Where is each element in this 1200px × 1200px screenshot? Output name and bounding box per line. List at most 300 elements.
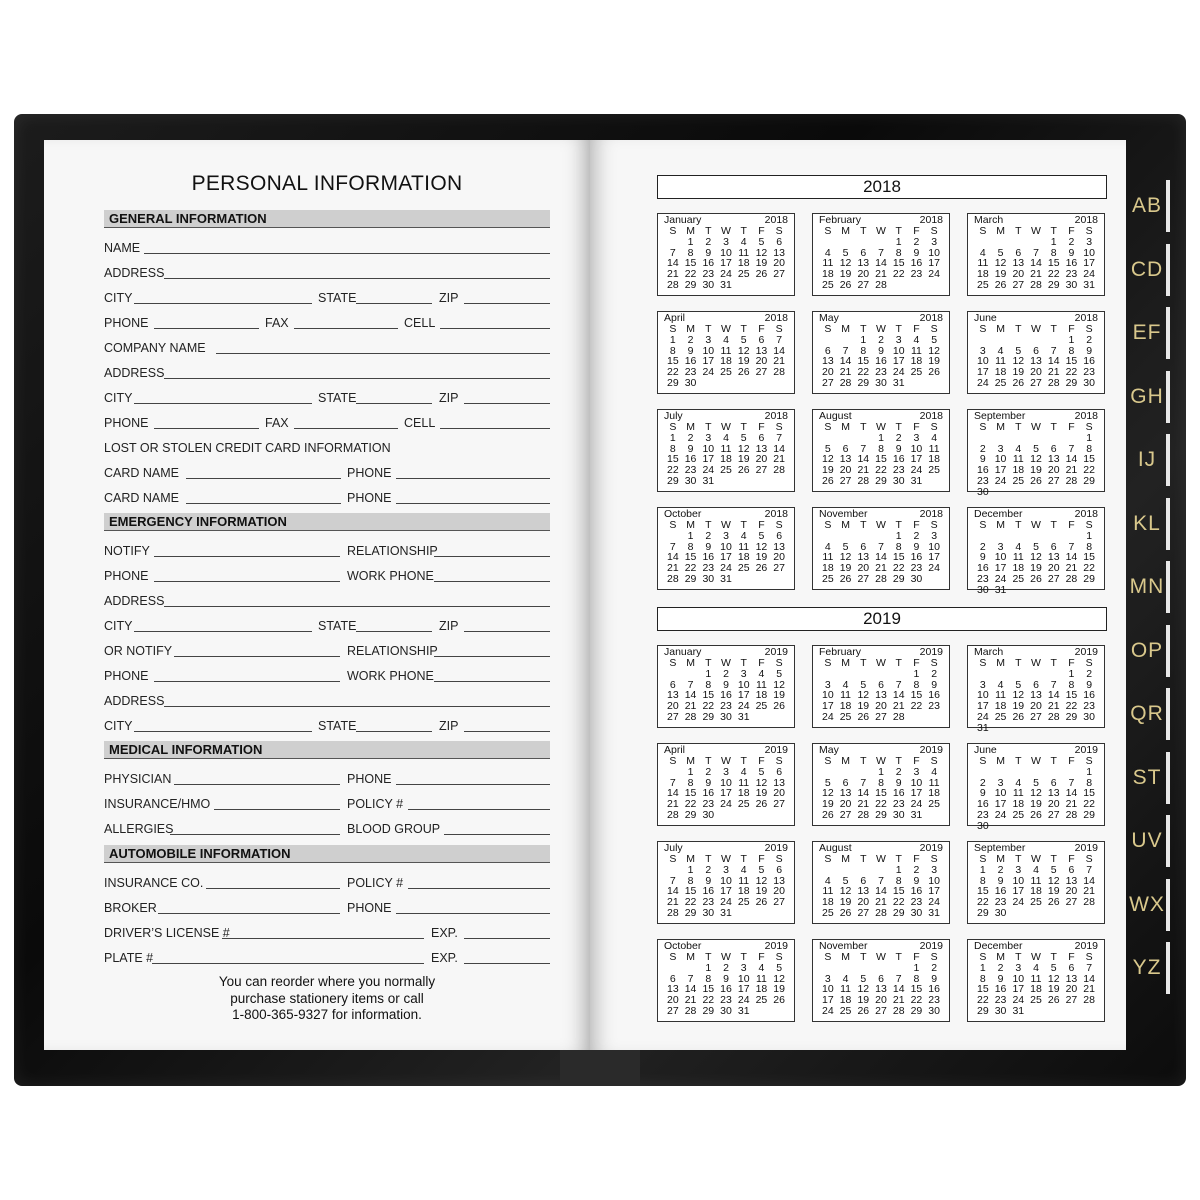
- name-field[interactable]: [144, 253, 550, 254]
- phone-field[interactable]: [396, 503, 550, 504]
- day-number: 30: [1083, 376, 1095, 389]
- weekday-label: W: [1031, 853, 1041, 865]
- weekday-label: F: [1068, 421, 1075, 433]
- empty-day: [992, 767, 1010, 778]
- day-number: 15: [667, 453, 679, 466]
- empty-day: [1045, 767, 1063, 778]
- day-number: 4: [723, 333, 729, 346]
- relationship-field[interactable]: [434, 656, 550, 657]
- index-tab-ij[interactable]: IJ: [1128, 434, 1170, 486]
- day-number: 15: [875, 787, 887, 800]
- day-number: 11: [822, 885, 834, 898]
- day-number: 2: [687, 333, 694, 346]
- weekday-label: M: [686, 519, 695, 531]
- day-number: 12: [755, 246, 768, 259]
- field-label: CITY: [104, 391, 133, 405]
- day-number: 20: [875, 700, 887, 713]
- weekday-label: S: [979, 421, 987, 433]
- day-number: 29: [1065, 710, 1078, 723]
- weekday-label: S: [1085, 755, 1093, 767]
- day-number: 10: [720, 874, 732, 887]
- state-field[interactable]: [356, 303, 432, 304]
- zip-field[interactable]: [464, 403, 550, 404]
- day-number: 24: [1012, 896, 1025, 909]
- state-field[interactable]: [356, 631, 432, 632]
- exp-field[interactable]: [464, 963, 550, 964]
- day-number: 6: [1050, 442, 1057, 455]
- day-number: 15: [684, 257, 697, 270]
- day-number: 6: [669, 678, 676, 691]
- weekday-label: M: [686, 657, 695, 669]
- index-tab-wx[interactable]: WX: [1128, 879, 1170, 931]
- weekday-label: F: [913, 323, 920, 335]
- weekday-label: M: [686, 225, 695, 237]
- day-number: 16: [1083, 689, 1095, 702]
- blood-group-field[interactable]: [444, 834, 550, 835]
- zip-field[interactable]: [464, 631, 550, 632]
- day-number: 20: [773, 787, 785, 800]
- month-name: May: [819, 312, 839, 324]
- empty-day: [1009, 237, 1027, 248]
- day-number: 30: [977, 485, 989, 498]
- phone-field[interactable]: [154, 581, 340, 582]
- day-number: 24: [928, 562, 940, 575]
- day-number: 9: [1086, 678, 1093, 691]
- index-tab-mn[interactable]: MN: [1128, 561, 1170, 613]
- day-number: 19: [1047, 983, 1060, 996]
- weekday-label: F: [913, 853, 920, 865]
- cell-field[interactable]: [440, 428, 550, 429]
- day-number: 13: [1047, 787, 1060, 800]
- index-tab-yz[interactable]: YZ: [1128, 942, 1170, 994]
- day-number: 30: [875, 376, 887, 389]
- day-number: 12: [1012, 689, 1025, 702]
- day-number: 10: [702, 442, 715, 455]
- city-field[interactable]: [134, 631, 312, 632]
- phone-field[interactable]: [396, 478, 550, 479]
- fax-field[interactable]: [294, 328, 398, 329]
- day-grid: [664, 756, 788, 821]
- day-number: 7: [1050, 678, 1057, 691]
- weekday-label: T: [1015, 421, 1022, 433]
- weekday-label: T: [860, 323, 867, 335]
- day-number: 1: [913, 667, 920, 680]
- day-number: 14: [857, 453, 870, 466]
- weekday-label: W: [721, 853, 731, 865]
- day-number: 20: [1030, 700, 1042, 713]
- phone-field[interactable]: [154, 681, 340, 682]
- day-number: 14: [667, 257, 679, 270]
- day-number: 6: [758, 333, 765, 346]
- day-number: 9: [1068, 246, 1075, 259]
- address-field[interactable]: [164, 706, 550, 707]
- day-number: 28: [857, 474, 870, 487]
- zip-field[interactable]: [464, 303, 550, 304]
- day-number: 1: [687, 235, 694, 248]
- weekday-label: W: [1031, 755, 1041, 767]
- day-number: 6: [824, 344, 831, 357]
- weekday-label: W: [876, 853, 886, 865]
- notify-field[interactable]: [154, 556, 340, 557]
- day-number: 15: [875, 453, 887, 466]
- weekday-label: S: [1085, 323, 1093, 335]
- field-label: CARD NAME: [104, 491, 180, 505]
- day-number: 14: [892, 689, 905, 702]
- day-number: 8: [979, 972, 986, 985]
- day-number: 12: [928, 344, 940, 357]
- day-number: 20: [875, 994, 887, 1007]
- work-phone-field[interactable]: [434, 581, 550, 582]
- field-label: CELL: [404, 316, 436, 330]
- day-number: 17: [737, 983, 750, 996]
- day-number: 11: [995, 689, 1007, 702]
- weekday-label: M: [996, 421, 1005, 433]
- day-number: 24: [1083, 268, 1095, 281]
- day-number: 5: [1033, 776, 1039, 789]
- day-number: 3: [997, 442, 1004, 455]
- empty-day: [1027, 669, 1045, 680]
- weekday-label: F: [758, 755, 765, 767]
- index-tab-st[interactable]: ST: [1128, 752, 1170, 804]
- month-year: 2019: [764, 744, 788, 756]
- day-number: 14: [667, 787, 679, 800]
- day-number: 21: [857, 798, 870, 811]
- month-name: August: [819, 410, 852, 422]
- weekday-label: W: [1031, 951, 1041, 963]
- month-calendar: [967, 841, 1105, 924]
- day-number: 22: [667, 464, 679, 477]
- weekday-label: S: [775, 421, 783, 433]
- day-number: 14: [839, 355, 852, 368]
- month-year: 2019: [1074, 744, 1098, 756]
- empty-day: [854, 669, 872, 680]
- empty-day: [1027, 335, 1045, 346]
- day-number: 18: [839, 700, 852, 713]
- index-tab-ef[interactable]: EF: [1128, 307, 1170, 359]
- day-number: 8: [878, 442, 884, 455]
- phone-field[interactable]: [396, 913, 550, 914]
- day-number: 21: [1030, 268, 1042, 281]
- day-number: 31: [892, 376, 905, 389]
- day-number: 8: [687, 246, 694, 259]
- policy-field[interactable]: [408, 809, 550, 810]
- day-number: 1: [669, 333, 676, 346]
- index-tab-qr[interactable]: QR: [1128, 688, 1170, 740]
- day-number: 23: [702, 798, 715, 811]
- day-number: 30: [977, 583, 989, 596]
- or-notify-field[interactable]: [174, 656, 340, 657]
- day-number: 18: [737, 257, 750, 270]
- weekday-label: W: [876, 657, 886, 669]
- day-number: 13: [857, 257, 870, 270]
- empty-day: [890, 963, 908, 974]
- address-field[interactable]: [164, 606, 550, 607]
- empty-day: [974, 669, 992, 680]
- day-number: 8: [860, 344, 867, 357]
- day-number: 21: [875, 268, 887, 281]
- day-number: 6: [776, 235, 783, 248]
- day-number: 18: [720, 355, 732, 368]
- day-number: 4: [842, 972, 849, 985]
- weekday-label: F: [913, 225, 920, 237]
- cell-field[interactable]: [440, 328, 550, 329]
- day-number: 28: [684, 710, 697, 723]
- weekday-label: W: [876, 421, 886, 433]
- field-label: STATE: [318, 719, 357, 733]
- day-number: 15: [1083, 551, 1095, 564]
- day-number: 12: [839, 257, 852, 270]
- weekday-label: M: [841, 951, 850, 963]
- day-number: 22: [875, 464, 887, 477]
- day-number: 31: [910, 474, 923, 487]
- day-number: 19: [1030, 562, 1042, 575]
- day-number: 16: [1065, 257, 1078, 270]
- month-year: 2019: [1074, 646, 1098, 658]
- day-number: 18: [737, 551, 750, 564]
- day-number: 13: [667, 983, 679, 996]
- weekday-label: M: [996, 951, 1005, 963]
- day-number: 4: [842, 678, 849, 691]
- day-number: 27: [875, 710, 887, 723]
- day-number: 1: [878, 431, 884, 444]
- day-number: 22: [1083, 798, 1095, 811]
- day-number: 14: [1065, 551, 1078, 564]
- month-year: 2018: [1074, 214, 1098, 226]
- day-number: 29: [892, 572, 905, 585]
- exp-field[interactable]: [464, 938, 550, 939]
- day-number: 14: [667, 885, 679, 898]
- day-number: 21: [1083, 885, 1095, 898]
- state-field[interactable]: [356, 731, 432, 732]
- field-label: INSURANCE/HMO: [104, 797, 211, 811]
- address-field[interactable]: [164, 278, 550, 279]
- field-label: STATE: [318, 391, 357, 405]
- phone-field[interactable]: [396, 784, 550, 785]
- allergies-field[interactable]: [170, 834, 340, 835]
- day-number: 30: [910, 906, 923, 919]
- month-calendar: [812, 213, 950, 296]
- day-number: 17: [720, 787, 732, 800]
- form-row-address: [104, 593, 550, 609]
- day-number: 13: [773, 246, 785, 259]
- weekday-label: T: [1050, 951, 1057, 963]
- weekday-label: S: [930, 951, 938, 963]
- day-number: 10: [977, 355, 989, 368]
- empty-day: [992, 237, 1010, 248]
- weekday-label: S: [775, 755, 783, 767]
- day-number: 29: [1083, 808, 1095, 821]
- day-number: 12: [857, 689, 870, 702]
- day-number: 19: [839, 896, 852, 909]
- day-number: 18: [737, 885, 750, 898]
- address-field[interactable]: [164, 378, 550, 379]
- form-row-phone: [104, 315, 550, 331]
- day-number: 30: [977, 819, 989, 832]
- day-number: 19: [928, 355, 940, 368]
- day-number: 8: [687, 874, 694, 887]
- card-name-field[interactable]: [186, 478, 341, 479]
- day-number: 12: [1047, 874, 1060, 887]
- day-number: 9: [979, 551, 986, 564]
- fax-field[interactable]: [294, 428, 398, 429]
- day-number: 25: [994, 376, 1007, 389]
- drivers-license-field[interactable]: [222, 938, 424, 939]
- day-number: 9: [687, 442, 694, 455]
- day-number: 1: [895, 863, 902, 876]
- day-number: 19: [755, 257, 768, 270]
- city-field[interactable]: [134, 403, 312, 404]
- day-number: 27: [839, 474, 852, 487]
- day-number: 11: [977, 257, 989, 270]
- day-number: 27: [1047, 474, 1060, 487]
- day-number: 26: [822, 474, 834, 487]
- day-number: 1: [687, 863, 694, 876]
- day-number: 12: [839, 885, 852, 898]
- day-number: 28: [667, 808, 679, 821]
- day-number: 26: [755, 562, 768, 575]
- day-number: 24: [928, 268, 940, 281]
- day-number: 21: [773, 355, 785, 368]
- index-tab-uv[interactable]: UV: [1128, 815, 1170, 867]
- weekday-label: M: [841, 323, 850, 335]
- day-number: 23: [720, 994, 732, 1007]
- day-number: 23: [702, 562, 715, 575]
- day-number: 12: [994, 257, 1007, 270]
- day-number: 29: [1083, 474, 1095, 487]
- state-field[interactable]: [356, 403, 432, 404]
- empty-day: [854, 767, 872, 778]
- day-number: 17: [702, 355, 715, 368]
- day-number: 5: [758, 863, 765, 876]
- day-number: 1: [687, 529, 694, 542]
- day-number: 7: [878, 246, 884, 259]
- day-number: 16: [875, 355, 887, 368]
- day-number: 11: [720, 442, 732, 455]
- index-tab-ab[interactable]: AB: [1128, 180, 1170, 232]
- day-number: 26: [1012, 710, 1025, 723]
- day-number: 11: [840, 689, 852, 702]
- month-calendar: [812, 311, 950, 394]
- day-number: 3: [723, 235, 729, 248]
- day-number: 24: [702, 366, 715, 379]
- index-tab-cd[interactable]: CD: [1128, 244, 1170, 296]
- day-number: 18: [839, 994, 852, 1007]
- day-number: 18: [737, 787, 750, 800]
- day-number: 29: [1065, 376, 1078, 389]
- day-number: 6: [1015, 246, 1022, 259]
- day-number: 22: [910, 994, 923, 1007]
- day-number: 9: [705, 776, 712, 789]
- day-grid: [819, 756, 943, 821]
- day-number: 2: [687, 431, 694, 444]
- day-number: 12: [822, 787, 834, 800]
- empty-day: [1063, 433, 1081, 444]
- day-grid: [974, 226, 1098, 291]
- day-number: 7: [669, 776, 676, 789]
- weekday-label: W: [721, 755, 731, 767]
- weekday-label: S: [930, 853, 938, 865]
- day-number: 5: [824, 776, 831, 789]
- plate-field[interactable]: [152, 963, 424, 964]
- broker-field[interactable]: [158, 913, 340, 914]
- day-number: 5: [758, 235, 765, 248]
- insurance-hmo-field[interactable]: [214, 809, 340, 810]
- day-number: 25: [928, 464, 940, 477]
- work-phone-field[interactable]: [434, 681, 550, 682]
- day-number: 26: [928, 366, 940, 379]
- company-name-field[interactable]: [216, 353, 550, 354]
- day-number: 29: [875, 474, 887, 487]
- day-number: 24: [892, 366, 905, 379]
- day-number: 11: [738, 874, 750, 887]
- day-number: 15: [1047, 257, 1060, 270]
- month-calendar: [812, 409, 950, 492]
- day-number: 24: [994, 808, 1007, 821]
- index-tab-gh[interactable]: GH: [1128, 371, 1170, 423]
- relationship-field[interactable]: [434, 556, 550, 557]
- day-number: 13: [755, 344, 768, 357]
- index-tab-kl[interactable]: KL: [1128, 498, 1170, 550]
- weekday-label: S: [824, 519, 832, 531]
- field-label: ADDRESS: [104, 266, 165, 280]
- empty-day: [974, 531, 992, 542]
- empty-day: [837, 237, 855, 248]
- weekday-label: S: [1085, 951, 1093, 963]
- day-number: 15: [1065, 355, 1078, 368]
- zip-field[interactable]: [464, 731, 550, 732]
- month-calendar: [967, 743, 1105, 832]
- phone-field[interactable]: [154, 328, 259, 329]
- day-number: 21: [892, 994, 905, 1007]
- card-name-field[interactable]: [186, 503, 341, 504]
- insurance-co-field[interactable]: [206, 888, 340, 889]
- weekday-label: S: [1085, 225, 1093, 237]
- weekday-label: T: [705, 225, 712, 237]
- day-number: 25: [910, 366, 923, 379]
- month-year: 2018: [919, 410, 943, 422]
- form-row-address: [104, 693, 550, 709]
- empty-day: [837, 433, 855, 444]
- day-number: 5: [1015, 678, 1022, 691]
- day-number: 13: [1030, 355, 1042, 368]
- day-number: 1: [1086, 529, 1093, 542]
- phone-field[interactable]: [154, 428, 259, 429]
- day-number: 30: [684, 474, 697, 487]
- day-number: 21: [875, 896, 887, 909]
- day-number: 2: [705, 765, 712, 778]
- month-calendar: [657, 311, 795, 394]
- day-number: 30: [684, 376, 697, 389]
- day-number: 23: [702, 268, 715, 281]
- reorder-line: purchase stationery items or call: [230, 990, 424, 1006]
- day-number: 10: [910, 442, 923, 455]
- city-field[interactable]: [134, 303, 312, 304]
- day-number: 13: [839, 453, 852, 466]
- day-number: 13: [773, 874, 785, 887]
- city-field[interactable]: [134, 731, 312, 732]
- day-number: 7: [1086, 863, 1093, 876]
- weekday-label: T: [860, 421, 867, 433]
- form-row-card: [104, 490, 550, 506]
- day-number: 28: [875, 906, 887, 919]
- day-number: 11: [1012, 453, 1024, 466]
- policy-field[interactable]: [408, 888, 550, 889]
- day-number: 7: [776, 431, 783, 444]
- weekday-label: S: [669, 519, 677, 531]
- index-tab-op[interactable]: OP: [1128, 625, 1170, 677]
- day-number: 8: [1086, 540, 1093, 553]
- physician-field[interactable]: [174, 784, 340, 785]
